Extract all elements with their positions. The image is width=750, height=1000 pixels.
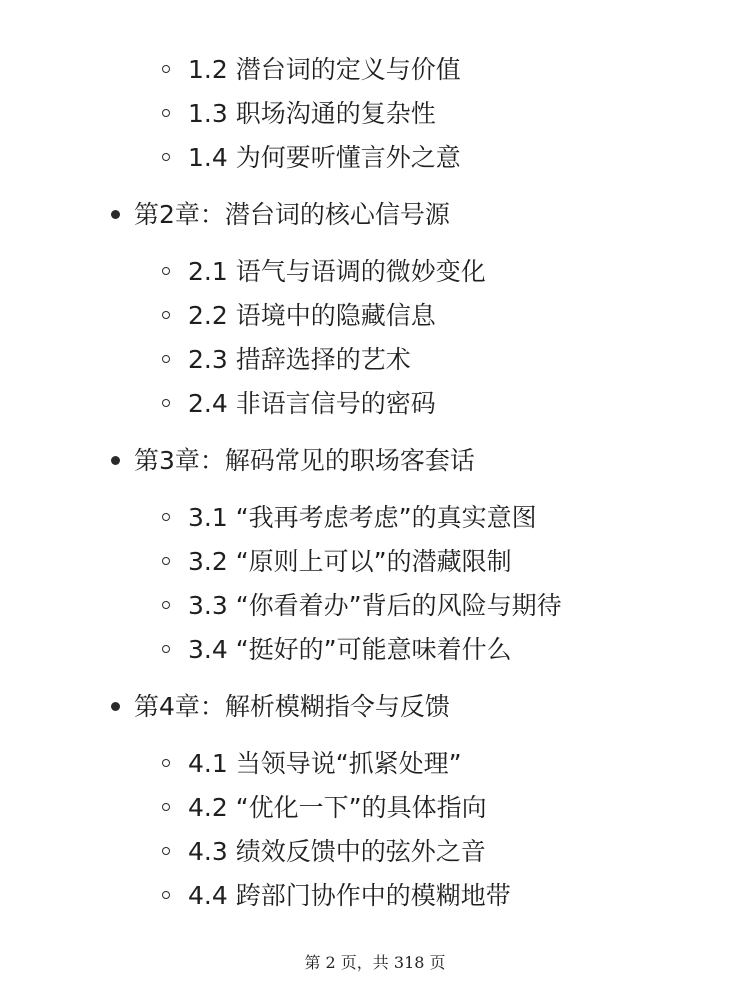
toc-chapter-2[interactable]	[0, 192, 750, 238]
toc-item-1-3[interactable]	[0, 92, 750, 136]
hollow-bullet-icon	[162, 759, 170, 767]
hollow-bullet-icon	[162, 803, 170, 811]
toc-item-label: 1.2 潜台词的定义与价值	[188, 55, 461, 84]
hollow-bullet-icon	[162, 355, 170, 363]
toc-item-label: 2.4 非语言信号的密码	[188, 389, 436, 418]
toc-item-label: 2.3 措辞选择的艺术	[188, 345, 411, 374]
toc-item-4-4[interactable]	[0, 874, 750, 918]
toc-chapter-4[interactable]	[0, 684, 750, 730]
hollow-bullet-icon	[162, 311, 170, 319]
toc-item-label: 3.2 “原则上可以”的潜藏限制	[188, 547, 512, 576]
table-of-contents	[0, 48, 750, 918]
toc-item-2-2[interactable]	[0, 294, 750, 338]
toc-item-label: 3.4 “挺好的”可能意味着什么	[188, 635, 512, 664]
hollow-bullet-icon	[162, 399, 170, 407]
toc-item-1-2[interactable]	[0, 48, 750, 92]
toc-item-label: 1.3 职场沟通的复杂性	[188, 99, 436, 128]
toc-item-4-2[interactable]	[0, 786, 750, 830]
toc-item-label: 4.1 当领导说“抓紧处理”	[188, 749, 462, 778]
toc-item-2-1[interactable]	[0, 250, 750, 294]
toc-item-3-3[interactable]	[0, 584, 750, 628]
toc-item-4-3[interactable]	[0, 830, 750, 874]
toc-chapter-label: 第2章：潜台词的核心信号源	[134, 200, 450, 229]
page-number-footer: 第 2 页，共 318 页	[304, 953, 446, 972]
hollow-bullet-icon	[162, 513, 170, 521]
hollow-bullet-icon	[162, 65, 170, 73]
toc-item-label: 4.2 “优化一下”的具体指向	[188, 793, 487, 822]
toc-item-1-4[interactable]	[0, 136, 750, 180]
filled-bullet-icon	[111, 210, 120, 219]
filled-bullet-icon	[111, 702, 120, 711]
toc-item-label: 1.4 为何要听懂言外之意	[188, 143, 461, 172]
hollow-bullet-icon	[162, 601, 170, 609]
toc-item-4-1[interactable]	[0, 742, 750, 786]
hollow-bullet-icon	[162, 109, 170, 117]
toc-item-3-4[interactable]	[0, 628, 750, 672]
toc-item-label: 4.4 跨部门协作中的模糊地带	[188, 881, 511, 910]
hollow-bullet-icon	[162, 267, 170, 275]
toc-item-3-1[interactable]	[0, 496, 750, 540]
toc-item-3-2[interactable]	[0, 540, 750, 584]
toc-item-2-3[interactable]	[0, 338, 750, 382]
hollow-bullet-icon	[162, 153, 170, 161]
toc-item-label: 4.3 绩效反馈中的弦外之音	[188, 837, 486, 866]
filled-bullet-icon	[111, 456, 120, 465]
toc-item-2-4[interactable]	[0, 382, 750, 426]
toc-chapter-3[interactable]	[0, 438, 750, 484]
toc-chapter-label: 第4章：解析模糊指令与反馈	[134, 692, 450, 721]
toc-item-label: 2.1 语气与语调的微妙变化	[188, 257, 486, 286]
hollow-bullet-icon	[162, 891, 170, 899]
toc-chapter-label: 第3章：解码常见的职场客套话	[134, 446, 475, 475]
hollow-bullet-icon	[162, 847, 170, 855]
hollow-bullet-icon	[162, 557, 170, 565]
toc-item-label: 2.2 语境中的隐藏信息	[188, 301, 436, 330]
toc-item-label: 3.1 “我再考虑考虑”的真实意图	[188, 503, 537, 532]
hollow-bullet-icon	[162, 645, 170, 653]
toc-item-label: 3.3 “你看着办”背后的风险与期待	[188, 591, 562, 620]
